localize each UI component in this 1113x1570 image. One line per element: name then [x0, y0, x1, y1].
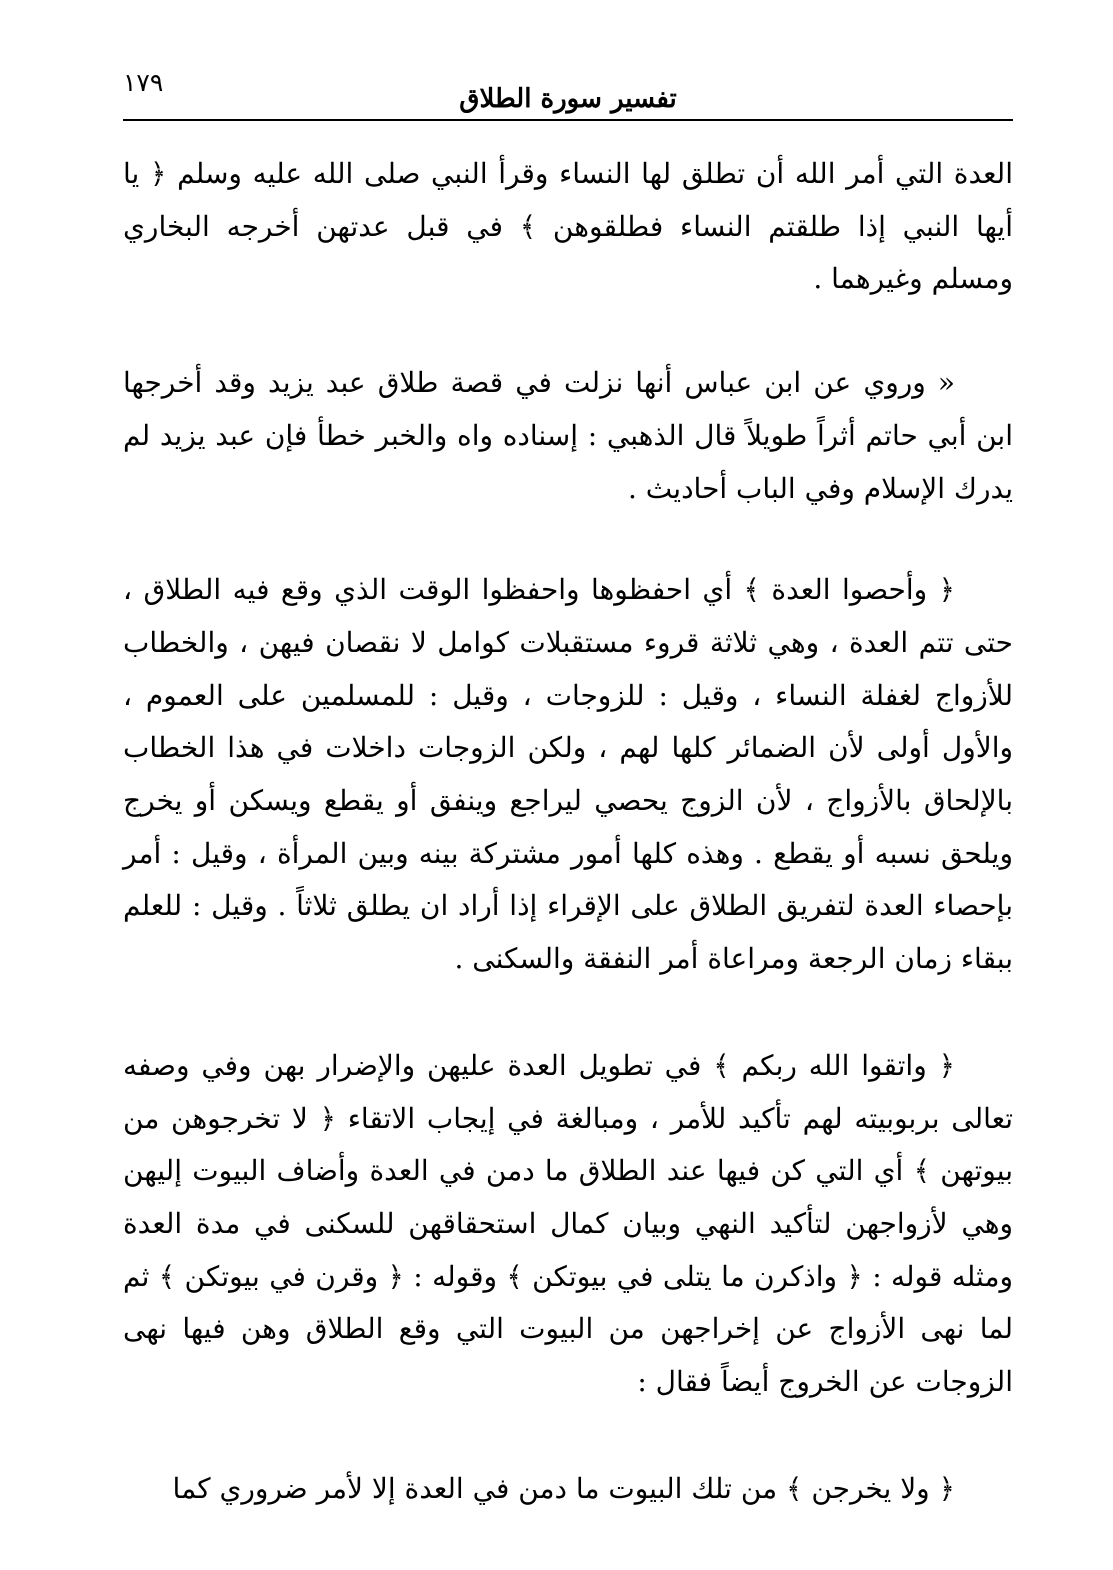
page-body — [123, 148, 1013, 1515]
paragraph-2: « وروي عن ابن عباس أنها نزلت في قصة طلاق عبد يزيد وقد أخرجها ابن أبي حاتم أثراً طويلاً قال الذهبي : إسناده واه والخبر خطأ فإن عبد يزيد لم يدرك الإسلام وفي الباب أحاديث . — [123, 366, 1013, 505]
page-header — [123, 62, 1013, 118]
page-number: ١٧٩ — [123, 68, 164, 97]
header-divider — [123, 119, 1013, 121]
paragraph-3: ﴿ وأحصوا العدة ﴾ أي احفظوها واحفظوا الوقت الذي وقع فيه الطلاق ، حتى تتم العدة ، وهي ثلاثة قروء مستقبلات كوامل لا نقصان فيهن ، والخطاب للأزواج لغفلة النساء ، وقيل : للزوجات ، وقيل : للمسلمين على العموم ، والأول أولى لأن الضمائر كلها لهم ، ولكن الزوجات داخلات في هذا الخطاب بالإلحاق بالأزواج ، لأن الزوج يحصي ليراجع وينفق أو يقطع ويسكن أو يخرج ويلحق نسبه أو يقطع . وهذه كلها أمور مشتركة بينه وبين المرأة ، وقيل : أمر بإحصاء العدة لتفريق الطلاق على الإقراء إذا أراد ان يطلق ثلاثاً . وقيل : للعلم ببقاء زمان الرجعة ومراعاة أمر النفقة والسكنى . — [123, 573, 1013, 976]
paragraph-4: ﴿ واتقوا الله ربكم ﴾ في تطويل العدة عليهن والإضرار بهن وفي وصفه تعالى بربوبيته لهم تأكيد للأمر ، ومبالغة في إيجاب الاتقاء ﴿ لا تخرجوهن من بيوتهن ﴾ أي التي كن فيها عند الطلاق ما دمن في العدة وأضاف البيوت إليهن وهي لأزواجهن لتأكيد النهي وبيان كمال استحقاقهن للسكنى في مدة العدة ومثله قوله : ﴿ واذكرن ما يتلى في بيوتكن ﴾ وقوله : ﴿ وقرن في بيوتكن ﴾ ثم لما نهى الأزواج عن إخراجهن من البيوت التي وقع الطلاق وهن فيها نهى الزوجات عن الخروج أيضاً فقال : — [123, 1048, 1013, 1399]
paragraph-5: ﴿ ولا يخرجن ﴾ من تلك البيوت ما دمن في العدة إلا لأمر ضروري كما — [172, 1471, 955, 1505]
running-title: تفسير سورة الطلاق — [459, 84, 677, 114]
paragraph-1: العدة التي أمر الله أن تطلق لها النساء وقرأ النبي صلى الله عليه وسلم ﴿ يا أيها النبي إذا طلقتم النساء فطلقوهن ﴾ في قبل عدتهن أخرجه البخاري ومسلم وغيرهما . — [123, 157, 1013, 296]
